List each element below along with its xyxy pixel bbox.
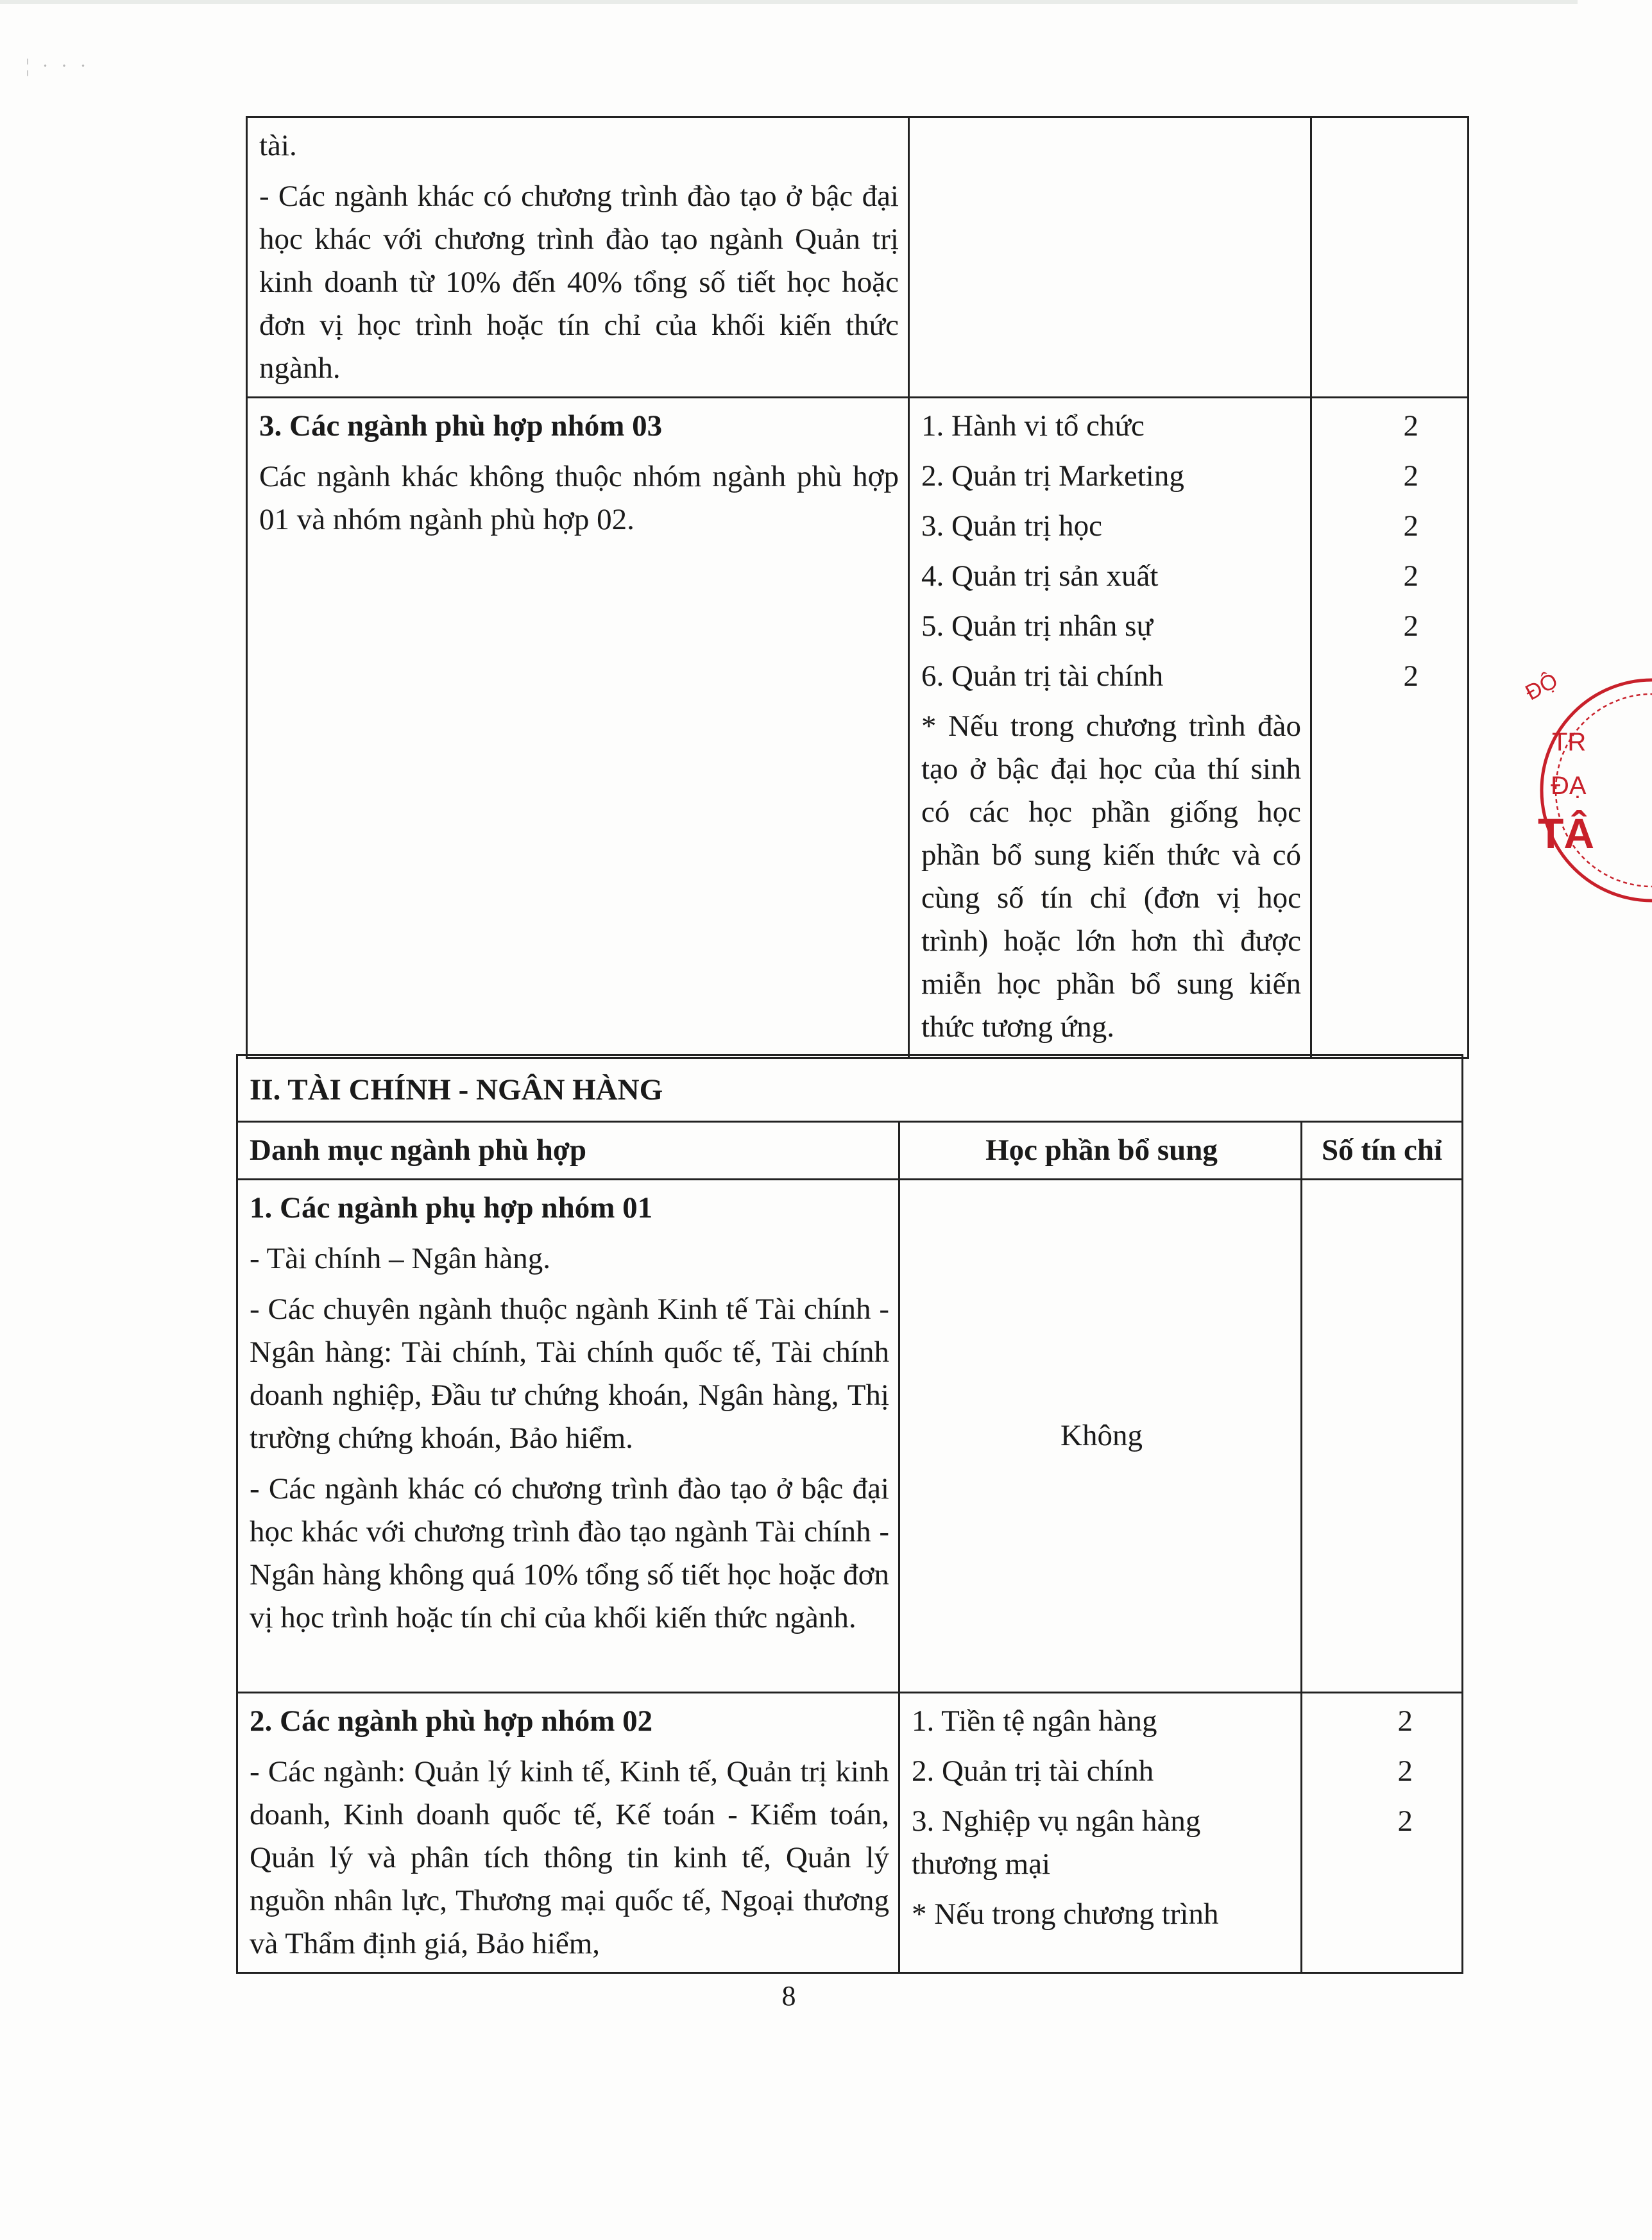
cell-course-list — [909, 117, 1311, 398]
cell-credits — [1302, 1180, 1463, 1693]
text-paragraph: - Các chuyên ngành thuộc ngành Kinh tế Tài chính - Ngân hàng: Tài chính, Tài chính quốc tế, Tài chính doanh nghiệp, Đầu tư chứng khoán, Ngân hàng, Thị trường chứng khoán, Bảo hiểm. — [250, 1293, 889, 1455]
text-paragraph: - Các ngành: Quản lý kinh tế, Kinh tế, Quản trị kinh doanh, Kinh doanh quốc tế, Kế toán - Kiểm toán, Quản lý và phân tích thông tin kinh tế, Quản lý nguồn nhân lực, Thương mại quốc tế, Ngoại thương và Thẩm định giá, Bảo hiểm, — [250, 1755, 889, 1960]
exemption-note: * Nếu trong chương trình đào tạo ở bậc đại học của thí sinh có các học phần giống học phần bổ sung kiến thức và có cùng số tín chỉ (đơn vị học trình) hoặc lớn hơn thì được miễn học phần bổ sung kiến thức tương ứng. — [921, 709, 1301, 1044]
table-header — [237, 1122, 1463, 1180]
cell-course-list — [899, 1693, 1302, 1973]
course-item: 1. Hành vi tổ chức — [921, 409, 1145, 443]
credit-value: 2 — [1397, 1754, 1413, 1788]
cell-major-list — [237, 1180, 899, 1693]
table-finance-banking — [236, 1054, 1463, 1974]
text-paragraph: - Các ngành khác có chương trình đào tạo ở bậc đại học khác với chương trình đào tạo ngành Tài chính - Ngân hàng không quá 10% tổng số tiết học hoặc đơn vị học trình hoặc tín chỉ của khối kiến thức ngành. — [250, 1472, 889, 1634]
cell-credits — [1311, 117, 1469, 398]
course-item: 3. Nghiệp vụ ngân hàng thương mại — [912, 1804, 1201, 1881]
text-paragraph: - Tài chính – Ngân hàng. — [250, 1242, 551, 1275]
table-row — [237, 1180, 1463, 1693]
svg-text:TR: TR — [1552, 728, 1587, 756]
header-major: Danh mục ngành phù hợp — [237, 1122, 899, 1180]
credit-value: 2 — [1403, 659, 1418, 693]
official-seal — [1521, 656, 1652, 925]
header-course: Học phần bổ sung — [899, 1122, 1302, 1180]
course-item: 3. Quản trị học — [921, 509, 1102, 543]
credit-value: 2 — [1397, 1804, 1413, 1838]
header-credits: Số tín chỉ — [1302, 1122, 1463, 1180]
course-item: 5. Quản trị nhân sự — [921, 609, 1153, 643]
table-row — [247, 117, 1469, 398]
section-title: II. TÀI CHÍNH - NGÂN HÀNG — [237, 1055, 1463, 1122]
cell-course-list — [909, 398, 1311, 1058]
svg-text:TÂ: TÂ — [1538, 810, 1594, 857]
cell-credits — [1311, 398, 1469, 1058]
table-row — [247, 398, 1469, 1058]
credit-value: 2 — [1403, 559, 1418, 593]
page-number: 8 — [781, 1980, 796, 2012]
cell-course-none: Không — [899, 1180, 1302, 1693]
cell-major-list — [247, 117, 909, 398]
course-item: 6. Quản trị tài chính — [921, 659, 1164, 693]
credit-value: 2 — [1403, 459, 1418, 493]
course-item: 4. Quản trị sản xuất — [921, 559, 1159, 593]
cell-credits — [1302, 1693, 1463, 1973]
svg-text:ĐỘ: ĐỘ — [1521, 668, 1562, 706]
table-continuation — [246, 116, 1469, 1059]
text-line: tài. — [259, 129, 297, 162]
group-title: 1. Các ngành phụ hợp nhóm 01 — [250, 1191, 653, 1225]
group-title: 3. Các ngành phù hợp nhóm 03 — [259, 409, 663, 443]
credit-value: 2 — [1403, 609, 1418, 643]
credit-value: 2 — [1403, 409, 1418, 443]
exemption-note: * Nếu trong chương trình — [912, 1897, 1219, 1931]
course-item: 2. Quản trị Marketing — [921, 459, 1184, 493]
credit-value: 2 — [1403, 509, 1418, 543]
table-row — [237, 1693, 1463, 1973]
text-paragraph: - Các ngành khác có chương trình đào tạo ở bậc đại học khác với chương trình đào tạo ngành Quản trị kinh doanh từ 10% đến 40% tổng số tiết học hoặc đơn vị học trình hoặc tín chỉ của khối kiến thức ngành. — [259, 180, 899, 385]
text-paragraph: Các ngành khác không thuộc nhóm ngành phù hợp 01 và nhóm ngành phù hợp 02. — [259, 460, 899, 536]
svg-text:ĐẠ: ĐẠ — [1551, 772, 1587, 800]
credit-value: 2 — [1397, 1704, 1413, 1738]
group-title: 2. Các ngành phù hợp nhóm 02 — [250, 1704, 653, 1738]
course-item: 1. Tiền tệ ngân hàng — [912, 1704, 1157, 1738]
cell-major-list — [237, 1693, 899, 1973]
scan-marks: ¦ · · · — [26, 55, 90, 76]
cell-major-list — [247, 398, 909, 1058]
section-row — [237, 1055, 1463, 1122]
course-item: 2. Quản trị tài chính — [912, 1754, 1154, 1788]
scan-edge — [0, 0, 1578, 4]
